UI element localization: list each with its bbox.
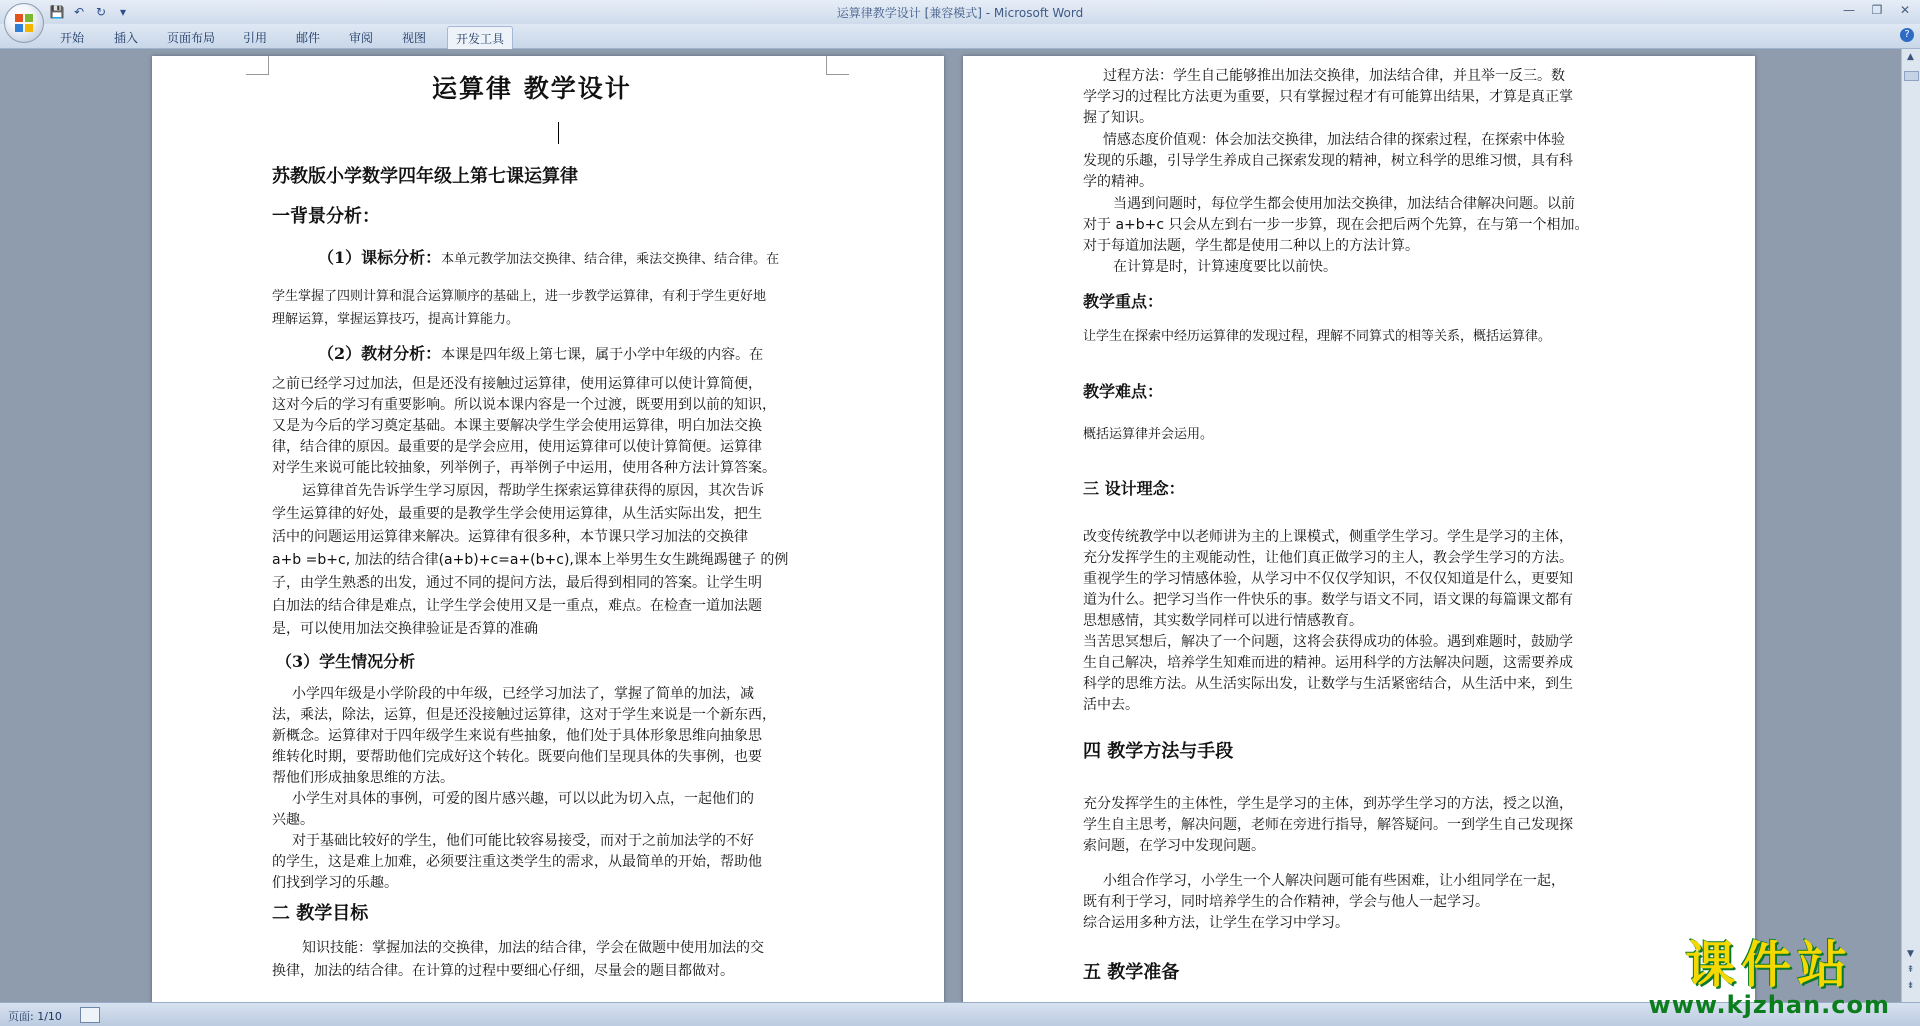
watermark-url: www.kjzhan.com xyxy=(1648,991,1890,1019)
text-line: 活中去。 xyxy=(1083,697,1139,713)
text-line: 综合运用多种方法，让学生在学习中学习。 xyxy=(1083,915,1349,931)
text-line: 新概念。运算律对于四年级学生来说有些抽象，他们处于具体形象思维向抽象思 xyxy=(272,728,762,744)
crop-mark xyxy=(246,56,269,75)
text-line: 对学生来说可能比较抽象，列举例子，再举例子中运用，使用各种方法计算答案。 xyxy=(272,460,776,476)
text-line: 帮他们形成抽象思维的方法。 xyxy=(272,770,454,786)
text-line: 发现的乐趣，引导学生养成自己探索发现的精神，树立科学的思维习惯，具有科 xyxy=(1083,153,1573,169)
tab-insert[interactable]: 插入 xyxy=(114,31,139,45)
window-controls xyxy=(1838,2,1916,18)
office-logo-icon xyxy=(14,13,34,33)
scroll-down-icon[interactable]: ▼ xyxy=(1907,949,1914,959)
heading-design-idea: 三 设计理念： xyxy=(1083,479,1185,498)
doc-title: 运算律 教学设计 xyxy=(432,74,632,103)
text-line: 道为什么。把学习当作一件快乐的事。数学与语文不同，语文课的每篇课文都有 xyxy=(1083,592,1573,608)
customize-qat-icon[interactable]: ▾ xyxy=(119,5,127,19)
text-line: 的学生，这是难上加难，必须要注重这类学生的需求，从最简单的开始，帮助他 xyxy=(272,854,762,870)
text-line: 律，结合律的原因。最重要的是学会应用，使用运算律可以使计算简便。运算律 xyxy=(272,439,762,455)
heading-goals: 二 教学目标 xyxy=(272,903,369,924)
text-line: 知识技能：掌握加法的交换律，加法的结合律，学会在做题中使用加法的交 xyxy=(302,940,764,956)
text-line: 对于每道加法题，学生都是使用二种以上的方法计算。 xyxy=(1083,238,1419,254)
text-line: 既有利于学习，同时培养学生的合作精神，学会与他人一起学习。 xyxy=(1083,894,1489,910)
scroll-up-icon[interactable]: ▲ xyxy=(1907,52,1914,62)
crop-mark xyxy=(826,56,849,75)
save-icon[interactable]: 💾 xyxy=(49,5,65,19)
text-line: 概括运算律并会运用。 xyxy=(1083,427,1214,442)
text-line: 理解运算，掌握运算技巧，提高计算能力。 xyxy=(272,312,520,327)
text-line: 本单元教学加法交换律、结合律，乘法交换律、结合律。在 xyxy=(441,252,780,267)
tab-references[interactable]: 引用 xyxy=(243,31,268,45)
page-1[interactable] xyxy=(152,56,944,1002)
watermark-logo: 课件站 xyxy=(1685,936,1854,994)
text-line: 情感态度价值观：体会加法交换律，加法结合律的探索过程，在探索中体验 xyxy=(1103,132,1565,148)
close-button[interactable]: ✕ xyxy=(1899,3,1911,17)
heading-background: 一背景分析： xyxy=(272,206,380,227)
text-line: 学生掌握了四则计算和混合运算顺序的基础上，进一步教学运算律，有利于学生更好地 xyxy=(272,289,767,304)
heading-methods: 四 教学方法与手段 xyxy=(1083,741,1234,762)
title-bar xyxy=(0,0,1920,24)
text-line: 维转化时期，要帮助他们完成好这个转化。既要向他们呈现具体的失事例，也要 xyxy=(272,749,762,765)
text-line: 小学生对具体的事例，可爱的图片感兴趣，可以以此为切入点，一起他们的 xyxy=(292,791,754,807)
page-2[interactable] xyxy=(963,56,1755,1002)
text-line: 重视学生的学习情感体验，从学习中不仅仅学知识，不仅仅知道是什么，更要知 xyxy=(1083,571,1573,587)
doc-subtitle: 苏教版小学数学四年级上第七课运算律 xyxy=(272,166,578,187)
text-line: 过程方法：学生自己能够推出加法交换律，加法结合律，并且举一反三。数 xyxy=(1103,68,1565,84)
minimize-button[interactable]: — xyxy=(1843,3,1855,17)
text-line: 白加法的结合律是难点，让学生学会使用又是一重点，难点。在检查一道加法题 xyxy=(272,598,762,614)
next-page-icon[interactable]: ⇟ xyxy=(1906,981,1915,991)
text-line: 兴趣。 xyxy=(272,812,314,828)
text-line: 对于基础比较好的学生，他们可能比较容易接受，而对于之前加法学的不好 xyxy=(292,833,754,849)
prev-page-icon[interactable]: ⇞ xyxy=(1906,965,1915,975)
page-count[interactable]: 页面: 1/10 xyxy=(8,1010,62,1023)
text-line: 又是为今后的学习奠定基础。本课主要解决学生学会使用运算律，明白加法交换 xyxy=(272,418,762,434)
text-line: 充分发挥学生的主体性，学生是学习的主体，到苏学生学习的方法，授之以渔， xyxy=(1083,796,1573,812)
vertical-scrollbar[interactable] xyxy=(1901,49,1920,1002)
text-line: 法，乘法，除法，运算，但是还没接触过运算律，这对于学生来说是一个新东西， xyxy=(272,707,776,723)
proofing-icon[interactable] xyxy=(80,1007,100,1023)
text-line: 学学习的过程比方法更为重要，只有掌握过程才有可能算出结果，才算是真正掌 xyxy=(1083,89,1573,105)
text-line: 当苦思冥想后，解决了一个问题，这将会获得成功的体验。遇到难题时，鼓励学 xyxy=(1083,634,1573,650)
text-line: 小组合作学习，小学生一个人解决问题可能有些困难，让小组同学在一起， xyxy=(1103,873,1565,889)
text-line: 对于 a+b+c 只会从左到右一步一步算，现在会把后两个先算，在与第一个相加。 xyxy=(1083,217,1589,233)
label-student-analysis: （3）学生情况分析 xyxy=(276,652,416,671)
text-line: 思想感情，其实数学同样可以进行情感教育。 xyxy=(1083,613,1363,629)
office-button[interactable] xyxy=(4,3,44,43)
text-line: 当遇到问题时，每位学生都会使用加法交换律，加法结合律解决问题。以前 xyxy=(1113,196,1575,212)
text-line: 之前已经学习过加法，但是还没有接触过运算律，使用运算律可以使计算简便， xyxy=(272,376,762,392)
heading-preparation: 五 教学准备 xyxy=(1083,962,1180,983)
text-line: 们找到学习的乐趣。 xyxy=(272,875,398,891)
text-line: 本课是四年级上第七课，属于小学中年级的内容。在 xyxy=(441,347,764,363)
text-line: 生自己解决，培养学生知难而进的精神。运用科学的方法解决问题，这需要养成 xyxy=(1083,655,1573,671)
text-line: 改变传统教学中以老师讲为主的上课模式，侧重学生学习。学生是学习的主体， xyxy=(1083,529,1573,545)
heading-difficulties: 教学难点： xyxy=(1083,382,1164,401)
text-line: 充分发挥学生的主观能动性，让他们真正做学习的主人，教会学生学习的方法。 xyxy=(1083,550,1573,566)
tab-mailings[interactable]: 邮件 xyxy=(296,31,321,45)
text-line: 握了知识。 xyxy=(1083,110,1153,126)
text-line: 换律，加法的结合律。在计算的过程中要细心仔细，尽量会的题目都做对。 xyxy=(272,963,734,979)
tab-review[interactable]: 审阅 xyxy=(349,31,374,45)
text-line: 学生自主思考，解决问题，老师在旁进行指导，解答疑问。一到学生自己发现探 xyxy=(1083,817,1573,833)
watermark xyxy=(1649,925,1890,1019)
document-area[interactable] xyxy=(0,49,1902,1002)
tab-developer[interactable]: 开发工具 xyxy=(447,26,513,50)
scroll-thumb[interactable] xyxy=(1904,71,1919,81)
text-line: 科学的思维方法。从生活实际出发，让数学与生活紧密结合，从生活中来，到生 xyxy=(1083,676,1573,692)
window-title: 运算律教学设计 [兼容模式] - Microsoft Word xyxy=(836,6,1084,20)
undo-icon[interactable]: ↶ xyxy=(73,5,85,19)
ribbon-tabs xyxy=(0,24,1920,49)
text-line: 小学四年级是小学阶段的中年级，已经学习加法了，掌握了简单的加法，减 xyxy=(292,686,754,702)
redo-icon[interactable]: ↻ xyxy=(95,5,107,19)
text-line: 活中的问题运用运算律来解决。运算律有很多种，本节课只学习加法的交换律 xyxy=(272,529,748,545)
text-line: 子，由学生熟悉的出发，通过不同的提问方法，最后得到相同的答案。让学生明 xyxy=(272,575,762,591)
text-line: a+b =b+c, 加法的结合律(a+b)+c=a+(b+c),课本上举男生女生跳绳踢毽子 的例 xyxy=(272,552,789,568)
help-icon[interactable]: ? xyxy=(1900,28,1914,42)
text-line: 让学生在探索中经历运算律的发现过程，理解不同算式的相等关系，概括运算律。 xyxy=(1083,329,1552,344)
tab-home[interactable]: 开始 xyxy=(60,31,85,45)
restore-button[interactable]: ❐ xyxy=(1871,3,1883,17)
text-line: 学的精神。 xyxy=(1083,174,1153,190)
text-line: 学生运算律的好处，最重要的是教学生学会使用运算律，从生活实际出发，把生 xyxy=(272,506,762,522)
text-line: 这对今后的学习有重要影响。所以说本课内容是一个过渡，既要用到以前的知识， xyxy=(272,397,776,413)
label-curriculum: （1）课标分析： xyxy=(318,248,442,267)
label-textbook: （2）教材分析： xyxy=(318,344,442,363)
tab-view[interactable]: 视图 xyxy=(402,31,427,45)
text-line: 是，可以使用加法交换律验证是否算的准确 xyxy=(272,621,538,637)
text-cursor xyxy=(558,122,559,144)
text-line: 在计算是时，计算速度要比以前快。 xyxy=(1113,259,1337,275)
tab-page-layout[interactable]: 页面布局 xyxy=(167,31,216,45)
text-line: 运算律首先告诉学生学习原因，帮助学生探索运算律获得的原因，其次告诉 xyxy=(302,483,764,499)
heading-key-points: 教学重点： xyxy=(1083,292,1164,311)
status-bar xyxy=(0,1002,1920,1026)
text-line: 索问题，在学习中发现问题。 xyxy=(1083,838,1265,854)
